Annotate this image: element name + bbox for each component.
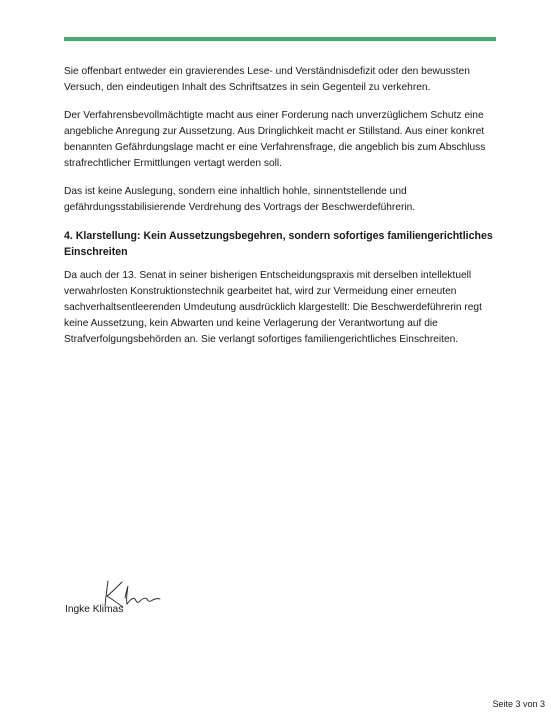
document-body bbox=[64, 64, 504, 360]
section-heading: 4. Klarstellung: Kein Aussetzungsbegehren, sondern sofortiges familiengerichtliches Einschreiten bbox=[64, 230, 493, 258]
paragraph-1: Sie offenbart entweder ein gravierendes Lese- und Verständnisdefizit oder den bewussten Versuch, den eindeutigen Inhalt des Schriftsatzes in sein Gegenteil zu verkehren. bbox=[64, 66, 470, 93]
paragraph-4: Da auch der 13. Senat in seiner bisherigen Entscheidungspraxis mit derselben intellektuell verwahrlosten Konstruktionstechnik gearbeitet hat, wird zur Vermeidung einer erneuten sachverhaltsentleerenden Umdeutung ausdrücklich klargestellt: Die Beschwerdeführerin regt keine Aussetzung, kein Abwarten und keine Verlagerung der Verantwortung auf die Strafverfolgungsbehörden an. Sie verlangt sofortiges familiengerichtliches Einschreiten. bbox=[64, 270, 482, 345]
paragraph-3: Das ist keine Auslegung, sondern eine inhaltlich hohle, sinnentstellende und gefährdungsstabilisierende Verdrehung des Vortrags der Beschwerdeführerin. bbox=[64, 186, 416, 213]
page-number: Seite 3 von 3 bbox=[492, 699, 545, 709]
header-accent-rule bbox=[64, 37, 496, 41]
paragraph-2: Der Verfahrensbevollmächtigte macht aus einer Forderung nach unverzüglichem Schutz eine angebliche Anregung zur Aussetzung. Aus Dringlichkeit macht er Stillstand. Aus einer konkret benannten Gefährdungslage macht er eine Verfahrensfrage, die angeblich bis zum Abschluss strafrechtlicher Ermittlungen vertagt werden soll. bbox=[64, 110, 486, 169]
signer-name: Ingke Klimas bbox=[65, 604, 124, 615]
